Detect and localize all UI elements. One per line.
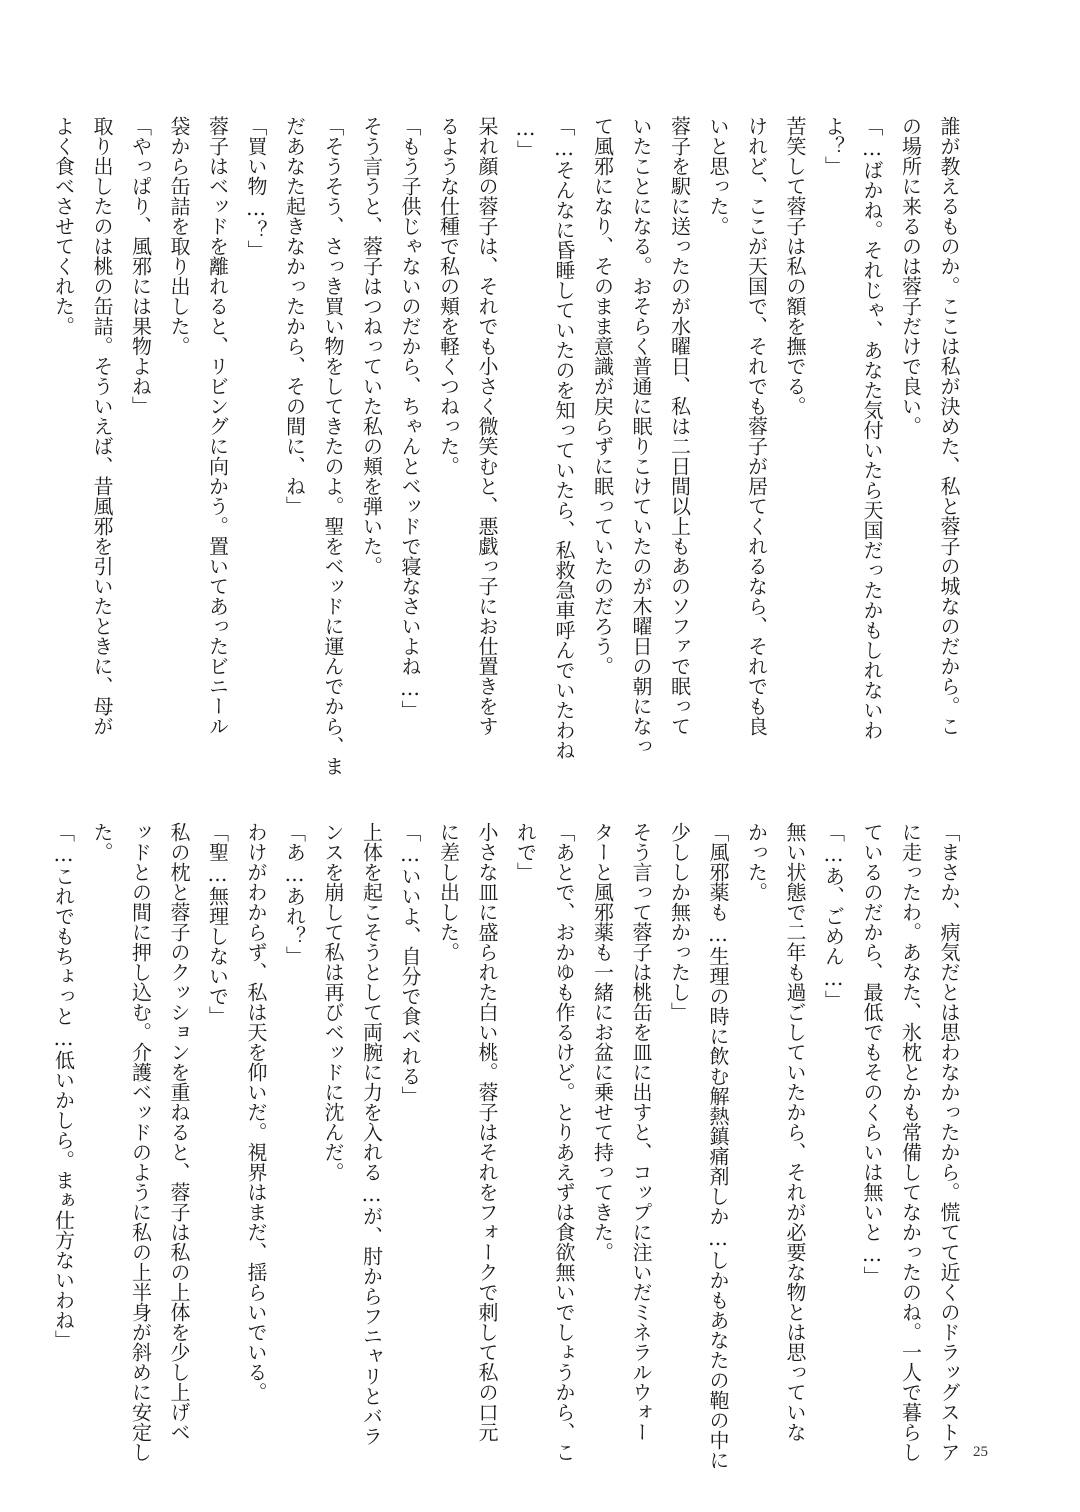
lower-text-line: かった。	[744, 822, 769, 902]
lower-text-line: 「あとで、おかゆも作るけど。とりあえずは食欲無いでしょうから、こ	[552, 822, 576, 1462]
lower-text-line: 無い状態で二年も過ごしていたから、それが必要な物とは思っていな	[783, 822, 807, 1442]
upper-text-line: …」	[513, 116, 538, 160]
lower-text-line: 上体を起こそうとして両腕に力を入れる…が、肘からフニャリとバラ	[359, 822, 384, 1446]
upper-text-line: いと思った。	[706, 116, 730, 236]
upper-text-line: 取り出したのは桃の缶詰。そういえば、昔風邪を引いたときに、母が	[90, 116, 114, 736]
lower-text-line: れで」	[513, 822, 538, 882]
upper-text-line: 蓉子はベッドを離れると、リビングに向かう。置いてあったビニール	[205, 116, 230, 736]
upper-text-line: だあなた起きなかったから、その間に、ね」	[282, 116, 307, 516]
lower-text-line: 「聖…無理しないで」	[205, 822, 230, 1026]
lower-text-line: 「…あ、ごめん…」	[821, 822, 846, 1010]
upper-text-line: いたことになる。おそらく普通に眠りこけていたのが木曜日の朝になっ	[629, 116, 653, 756]
upper-text-line: 「そうそう、さっき買い物をしてきたのよ。聖をベッドに運んでから、ま	[321, 116, 345, 776]
lower-text-line: そう言って蓉子は桃缶を皿に出すと、コップに注いだミネラルウォー	[629, 822, 653, 1442]
lower-text-line: ターと風邪薬も一緒にお盆に乗せて持ってきた。	[590, 822, 615, 1262]
text-block-lower	[44, 822, 968, 1470]
lower-text-line: に走ったわ。あなた、氷枕とかも常備してなかったのね。一人で暮らし	[898, 822, 923, 1462]
lower-text-line: 「あ…あれ？」	[282, 822, 307, 966]
upper-text-line: よ？」	[821, 116, 846, 176]
lower-text-line: ッドとの間に押し込む。介護ベッドのように私の上半身が斜めに安定し	[128, 822, 153, 1462]
lower-text-line: に差し出した。	[436, 822, 461, 962]
lower-text-line: た。	[90, 822, 114, 862]
upper-text-line: けれど、ここが天国で、それでも蓉子が居てくれるなら、それでも良	[744, 116, 769, 736]
upper-text-line: 「買い物…？」	[244, 116, 268, 260]
lower-text-line: 「…これでもちょっと…低いかしら。まぁ仕方ないわね」	[51, 822, 76, 1350]
lower-text-line: わけがわからず、私は天を仰いだ。視界はまだ、揺らいでいる。	[244, 822, 268, 1402]
page-number: 25	[973, 1444, 988, 1460]
upper-text-line: て風邪になり、そのまま意識が戻らずに眠っていたのだろう。	[590, 116, 615, 676]
upper-text-line: 誰が教えるものか。ここは私が決めた、私と蓉子の城なのだから。こ	[937, 116, 961, 736]
upper-text-line: そう言うと、蓉子はつねっていた私の頬を弾いた。	[359, 116, 384, 576]
upper-text-line: 呆れ顔の蓉子は、それでも小さく微笑むと、悪戯っ子にお仕置きをす	[475, 116, 499, 736]
lower-text-line: ンスを崩して私は再びベッドに沈んだ。	[321, 822, 345, 1182]
lower-text-line: ているのだから、最低でもそのくらいは無いと…」	[860, 822, 884, 1286]
lower-text-line: 小さな皿に盛られた白い桃。蓉子はそれをフォークで刺して私の口元	[475, 822, 499, 1442]
lower-text-line: 少ししか無かったし」	[667, 822, 692, 1022]
upper-text-line: 「もう子供じゃないのだから、ちゃんとベッドで寝なさいよね…」	[398, 116, 422, 720]
upper-text-line: 苦笑して蓉子は私の額を撫でる。	[783, 116, 807, 416]
upper-text-line: 蓉子を駅に送ったのが水曜日、私は二日間以上もあのソファで眠って	[667, 116, 692, 736]
upper-text-line: るような仕種で私の頬を軽くつねった。	[436, 116, 461, 476]
upper-text-line: 「…ばかね。それじゃ、あなた気付いたら天国だったかもしれないわ	[860, 116, 884, 740]
upper-text-line: 「…そんなに昏睡していたのを知っていたら、私救急車呼んでいたわね	[552, 116, 576, 760]
upper-text-line: の場所に来るのは蓉子だけで良い。	[898, 116, 923, 436]
lower-text-line: 「…いいよ、自分で食べれる」	[398, 822, 422, 1106]
lower-text-line: 「風邪薬も…生理の時に飲む解熱鎮痛剤しか…しかもあなたの鞄の中に	[706, 822, 730, 1470]
lower-text-line: 「まさか、病気だとは思わなかったから。慌てて近くのドラッグストア	[937, 822, 961, 1462]
lower-text-line: 私の枕と蓉子のクッションを重ねると、蓉子は私の上体を少し上げベ	[167, 822, 191, 1442]
upper-text-line: よく食べさせてくれた。	[51, 116, 76, 336]
upper-text-line: 袋から缶詰を取り出した。	[167, 116, 191, 356]
text-block-upper	[44, 116, 968, 776]
upper-text-line: 「やっぱり、風邪には果物よね」	[128, 116, 153, 416]
